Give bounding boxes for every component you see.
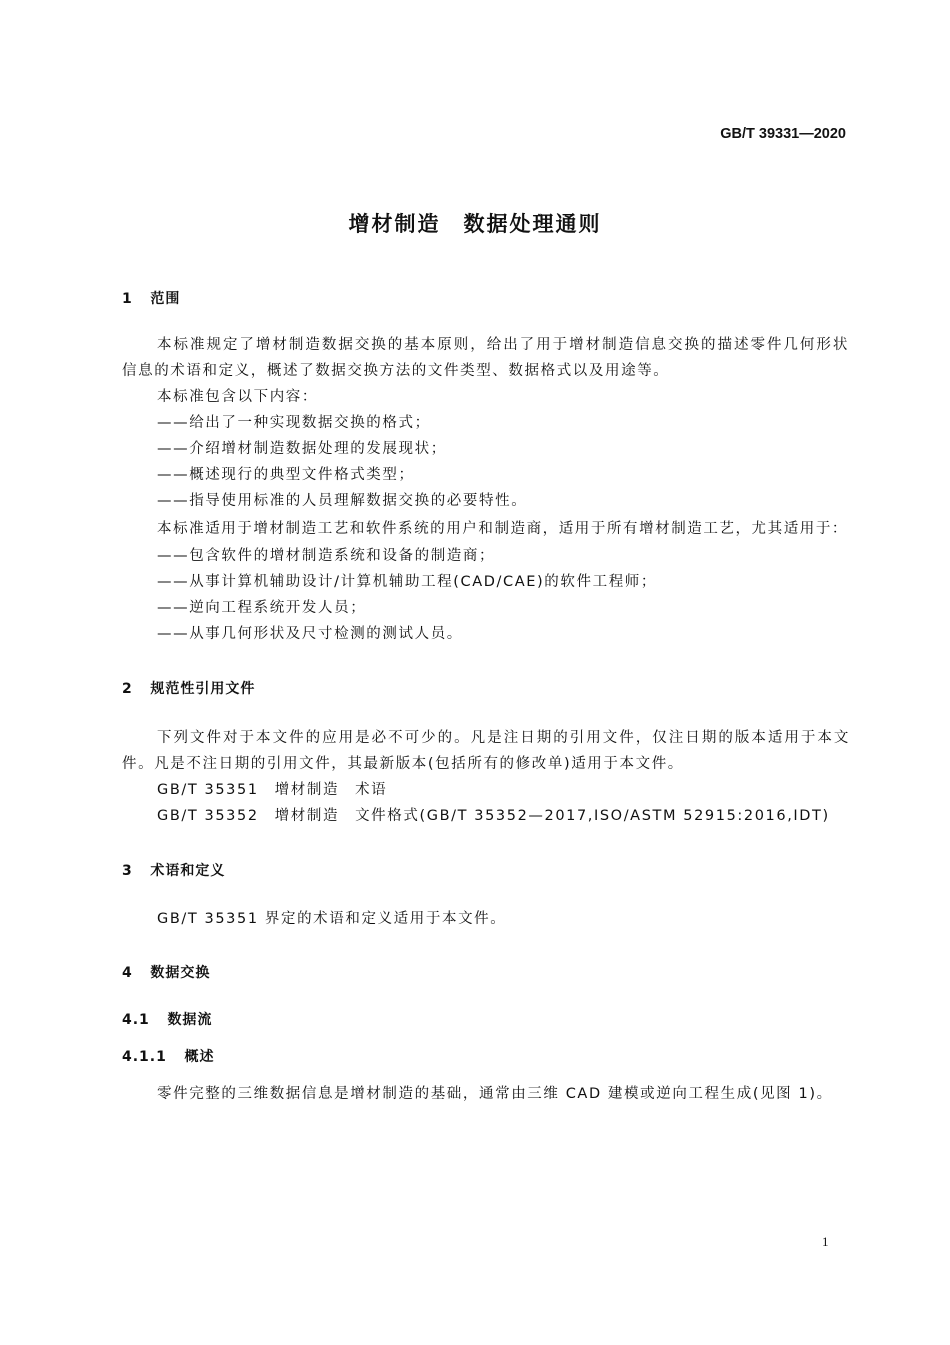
reference-code: GB/T 35352	[157, 808, 259, 824]
standard-number: GB/T 39331—2020	[720, 126, 846, 142]
list-item: ——逆向工程系统开发人员；	[157, 600, 367, 616]
reference-title: 增材制造	[274, 808, 340, 824]
paragraph: GB/T 35351 界定的术语和定义适用于本文件。	[157, 911, 507, 927]
section-title: 概述	[184, 1049, 215, 1065]
section-1-heading	[122, 288, 180, 308]
list-item: ——指导使用标准的人员理解数据交换的必要特性。	[157, 493, 528, 509]
list-item: ——从事计算机辅助设计/计算机辅助工程(CAD/CAE)的软件工程师；	[157, 574, 657, 590]
section-4-heading	[122, 962, 210, 982]
reference-code: GB/T 35351	[157, 782, 259, 798]
section-number: 2	[122, 681, 133, 697]
paragraph: 零件完整的三维数据信息是增材制造的基础，通常由三维 CAD 建模或逆向工程生成(见图 1)。	[157, 1086, 833, 1102]
paragraph-line: 信息的术语和定义，概述了数据交换方法的文件类型、数据格式以及用途等。	[122, 363, 670, 379]
section-4-1-1-heading	[122, 1046, 215, 1066]
section-number: 4.1.1	[122, 1049, 167, 1065]
section-title: 术语和定义	[150, 863, 226, 879]
paragraph: 本标准包含以下内容：	[157, 389, 318, 405]
section-number: 4.1	[122, 1012, 150, 1028]
section-title: 数据流	[167, 1012, 213, 1028]
paragraph-line: 本标准规定了增材制造数据交换的基本原则，给出了用于增材制造信息交换的描述零件几何形状	[157, 337, 848, 353]
list-item: ——介绍增材制造数据处理的发展现状；	[157, 441, 447, 457]
section-2-heading	[122, 678, 255, 698]
page-number: 1	[822, 1234, 829, 1249]
reference-title: 增材制造	[274, 782, 340, 798]
section-title: 范围	[150, 291, 181, 307]
reference-item	[157, 806, 830, 826]
section-3-heading	[122, 860, 225, 880]
list-item: ——概述现行的典型文件格式类型；	[157, 467, 415, 483]
list-item: ——从事几何形状及尺寸检测的测试人员。	[157, 626, 463, 642]
section-title: 数据交换	[150, 965, 211, 981]
paragraph-line: 件。凡是不注日期的引用文件，其最新版本(包括所有的修改单)适用于本文件。	[122, 756, 684, 772]
section-title: 规范性引用文件	[150, 681, 256, 697]
list-item: ——给出了一种实现数据交换的格式；	[157, 415, 431, 431]
paragraph-line: 下列文件对于本文件的应用是必不可少的。凡是注日期的引用文件，仅注日期的版本适用于本文	[157, 730, 849, 746]
page-title: 增材制造 数据处理通则	[348, 212, 602, 236]
paragraph: 本标准适用于增材制造工艺和软件系统的用户和制造商，适用于所有增材制造工艺，尤其适用于：	[157, 521, 847, 537]
reference-subtitle: 术语	[355, 782, 388, 798]
section-number: 4	[122, 965, 133, 981]
section-4-1-heading	[122, 1009, 212, 1029]
list-item: ——包含软件的增材制造系统和设备的制造商；	[157, 548, 496, 564]
reference-item	[157, 780, 387, 800]
reference-subtitle: 文件格式(GB/T 35352—2017,ISO/ASTM 52915:2016,IDT)	[355, 808, 830, 824]
section-number: 1	[122, 291, 133, 307]
section-number: 3	[122, 863, 133, 879]
